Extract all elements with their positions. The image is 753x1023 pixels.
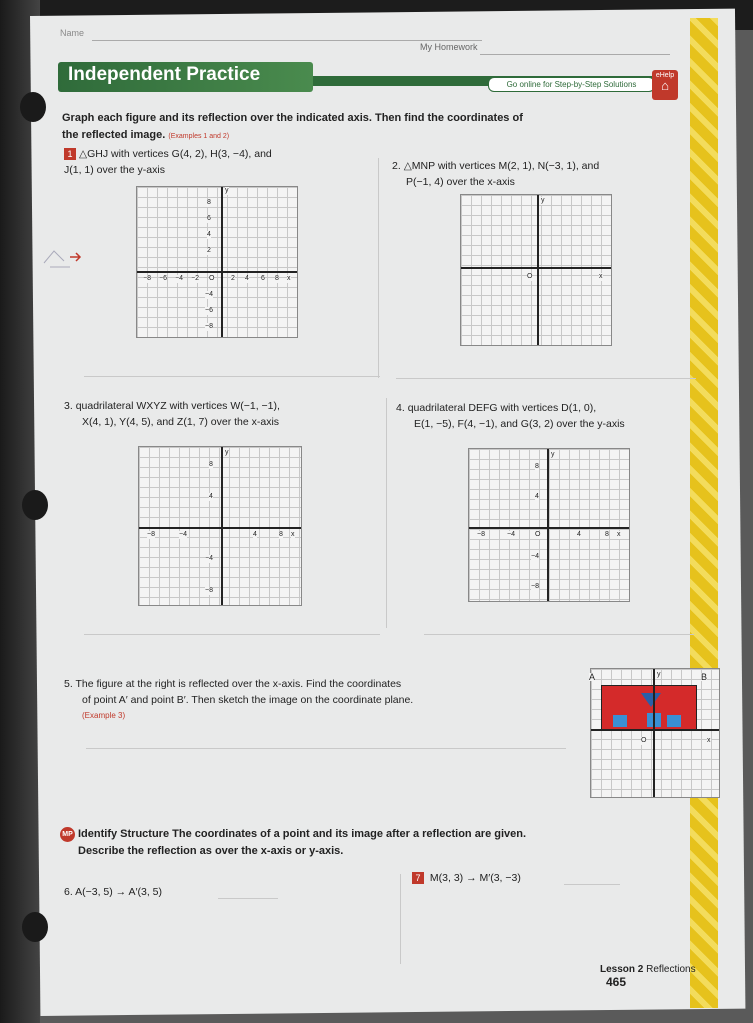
x-tick: 2: [231, 275, 235, 282]
page-number: 465: [606, 975, 627, 989]
instructions: [62, 110, 532, 145]
x-axis-label: x: [287, 275, 291, 282]
question-text: M(3, 3) → M′(3, −3): [429, 872, 521, 884]
y-axis-label: y: [225, 449, 229, 456]
y-tick: −6: [205, 307, 213, 314]
x-axis: [139, 527, 301, 529]
y-tick: −4: [205, 291, 213, 298]
x-tick: −2: [191, 275, 199, 282]
y-axis: [221, 447, 223, 605]
problem-2: [392, 158, 692, 190]
question-text: A(−3, 5) → A′(3, 5): [75, 886, 162, 898]
section-title: Independent Practice: [68, 64, 261, 85]
problem-text: P(−1, 4) over the x-axis: [406, 176, 515, 188]
x-axis-label: x: [291, 531, 295, 538]
problem-text: of point A′ and point B′. Then sketch the image on the coordinate plane.: [82, 694, 414, 706]
problem-number: 4.: [396, 402, 405, 414]
y-tick: −4: [531, 553, 539, 560]
lesson-topic: Reflections: [646, 964, 696, 975]
problem-text: △MNP with vertices M(2, 1), N(−3, 1), and: [403, 160, 600, 172]
problem-text: J(1, 1) over the y-axis: [64, 164, 165, 176]
x-tick: 6: [261, 275, 265, 282]
identify-structure: [60, 826, 550, 860]
x-tick: −8: [147, 531, 155, 538]
problem-number: 3.: [64, 400, 73, 412]
y-tick: 4: [209, 493, 213, 500]
y-tick: −4: [205, 555, 213, 562]
problem-text: E(1, −5), F(4, −1), and G(3, 2) over the y-axis: [414, 418, 625, 430]
section-divider: [84, 634, 380, 635]
instructions-ref: (Examples 1 and 2): [168, 133, 230, 140]
problem-1: [64, 146, 384, 178]
section-divider: [84, 376, 380, 377]
answer-line[interactable]: [218, 898, 278, 899]
column-divider: [386, 398, 387, 628]
name-line[interactable]: [92, 40, 482, 41]
y-axis: [221, 187, 223, 337]
identify-title: Identify Structure: [78, 828, 170, 840]
x-tick: −4: [507, 531, 515, 538]
name-label: Name: [60, 28, 85, 38]
problem-text: quadrilateral WXYZ with vertices W(−1, −1),: [75, 400, 280, 412]
problem-text: The figure at the right is reflected over the x-axis. Find the coordinates: [75, 678, 402, 690]
origin-label: O: [535, 531, 541, 538]
x-axis: [461, 267, 611, 269]
y-axis-label: y: [225, 187, 229, 194]
homework-label: My Homework: [420, 42, 478, 52]
mp-badge: MP: [60, 827, 75, 842]
x-tick: −8: [143, 275, 151, 282]
x-axis-label: x: [707, 737, 711, 744]
identify-text: The coordinates of a point and its image after a reflection are given. Describe the reflection as over the x-axis or y-axis.: [78, 828, 527, 857]
origin-label: O: [527, 273, 533, 280]
problem-number: 5.: [64, 678, 73, 690]
y-tick: 4: [207, 231, 211, 238]
x-tick: 8: [275, 275, 279, 282]
point-a-label: A: [589, 672, 596, 682]
x-tick: 8: [279, 531, 283, 538]
ehelp-label: eHelp: [655, 72, 675, 79]
page-footer: [600, 964, 715, 989]
blue-shape: [667, 715, 681, 727]
x-tick: −6: [159, 275, 167, 282]
worksheet-content: [40, 18, 715, 1008]
answer-line[interactable]: [564, 884, 620, 885]
y-tick: −8: [205, 323, 213, 330]
blue-shape: [613, 715, 627, 727]
problem-3: [64, 398, 374, 430]
point-b-label: B: [701, 672, 708, 682]
blue-triangle: [641, 693, 661, 707]
coordinate-grid-1[interactable]: [136, 186, 298, 338]
x-tick: −4: [175, 275, 183, 282]
y-axis-label: y: [657, 671, 661, 678]
y-tick: 4: [535, 493, 539, 500]
x-axis-label: x: [617, 531, 621, 538]
problem-4: [396, 400, 696, 432]
coordinate-grid-2[interactable]: [460, 194, 612, 346]
x-axis: [469, 527, 629, 529]
section-divider: [396, 378, 696, 379]
problem-text: X(4, 1), Y(4, 5), and Z(1, 7) over the x-axis: [82, 416, 280, 428]
y-axis-label: y: [541, 197, 545, 204]
coordinate-grid-4[interactable]: [468, 448, 630, 602]
y-axis: [547, 449, 549, 601]
problem-number: 1: [64, 148, 76, 160]
coordinate-grid-3[interactable]: [138, 446, 302, 606]
y-tick: 8: [207, 199, 211, 206]
homework-line: [480, 54, 670, 55]
example-ref: (Example 3): [82, 711, 126, 720]
column-divider: [400, 874, 401, 964]
section-divider: [424, 634, 694, 635]
y-tick: −8: [531, 583, 539, 590]
x-tick: 4: [245, 275, 249, 282]
y-axis-label: y: [551, 451, 555, 458]
pencil-doodle: [40, 243, 84, 283]
problem-number: 2.: [392, 160, 401, 172]
column-divider: [378, 158, 379, 378]
x-tick: 4: [577, 531, 581, 538]
y-tick: 8: [209, 461, 213, 468]
y-tick: 2: [207, 247, 211, 254]
problem-5: [64, 676, 564, 724]
question-number: 6.: [64, 886, 73, 898]
y-axis: [653, 669, 655, 797]
y-axis: [537, 195, 539, 345]
x-axis: [591, 729, 719, 731]
question-number: 7: [412, 872, 424, 884]
y-tick: −8: [205, 587, 213, 594]
x-tick: 8: [605, 531, 609, 538]
online-solutions-link[interactable]: Go online for Step-by-Step Solutions: [488, 77, 655, 92]
question-6: [64, 884, 162, 900]
lesson-label: Lesson 2: [600, 964, 644, 975]
home-icon: ⌂: [661, 78, 669, 93]
x-tick: 4: [253, 531, 257, 538]
instructions-text: Graph each figure and its reflection over the indicated axis. Then find the coordinates of the reflected image.: [62, 112, 523, 141]
x-tick: −4: [179, 531, 187, 538]
x-tick: −8: [477, 531, 485, 538]
problem-text: △GHJ with vertices G(4, 2), H(3, −4), and: [79, 148, 272, 160]
origin-label: O: [209, 275, 215, 282]
answer-line[interactable]: [86, 748, 566, 749]
ehelp-button[interactable]: [652, 70, 678, 100]
coordinate-grid-5[interactable]: [590, 668, 720, 798]
y-tick: 8: [535, 463, 539, 470]
y-tick: 6: [207, 215, 211, 222]
problem-text: quadrilateral DEFG with vertices D(1, 0),: [407, 402, 597, 414]
origin-label: O: [641, 737, 647, 744]
x-axis: [137, 271, 297, 273]
question-7: [412, 870, 521, 886]
x-axis-label: x: [599, 273, 603, 280]
